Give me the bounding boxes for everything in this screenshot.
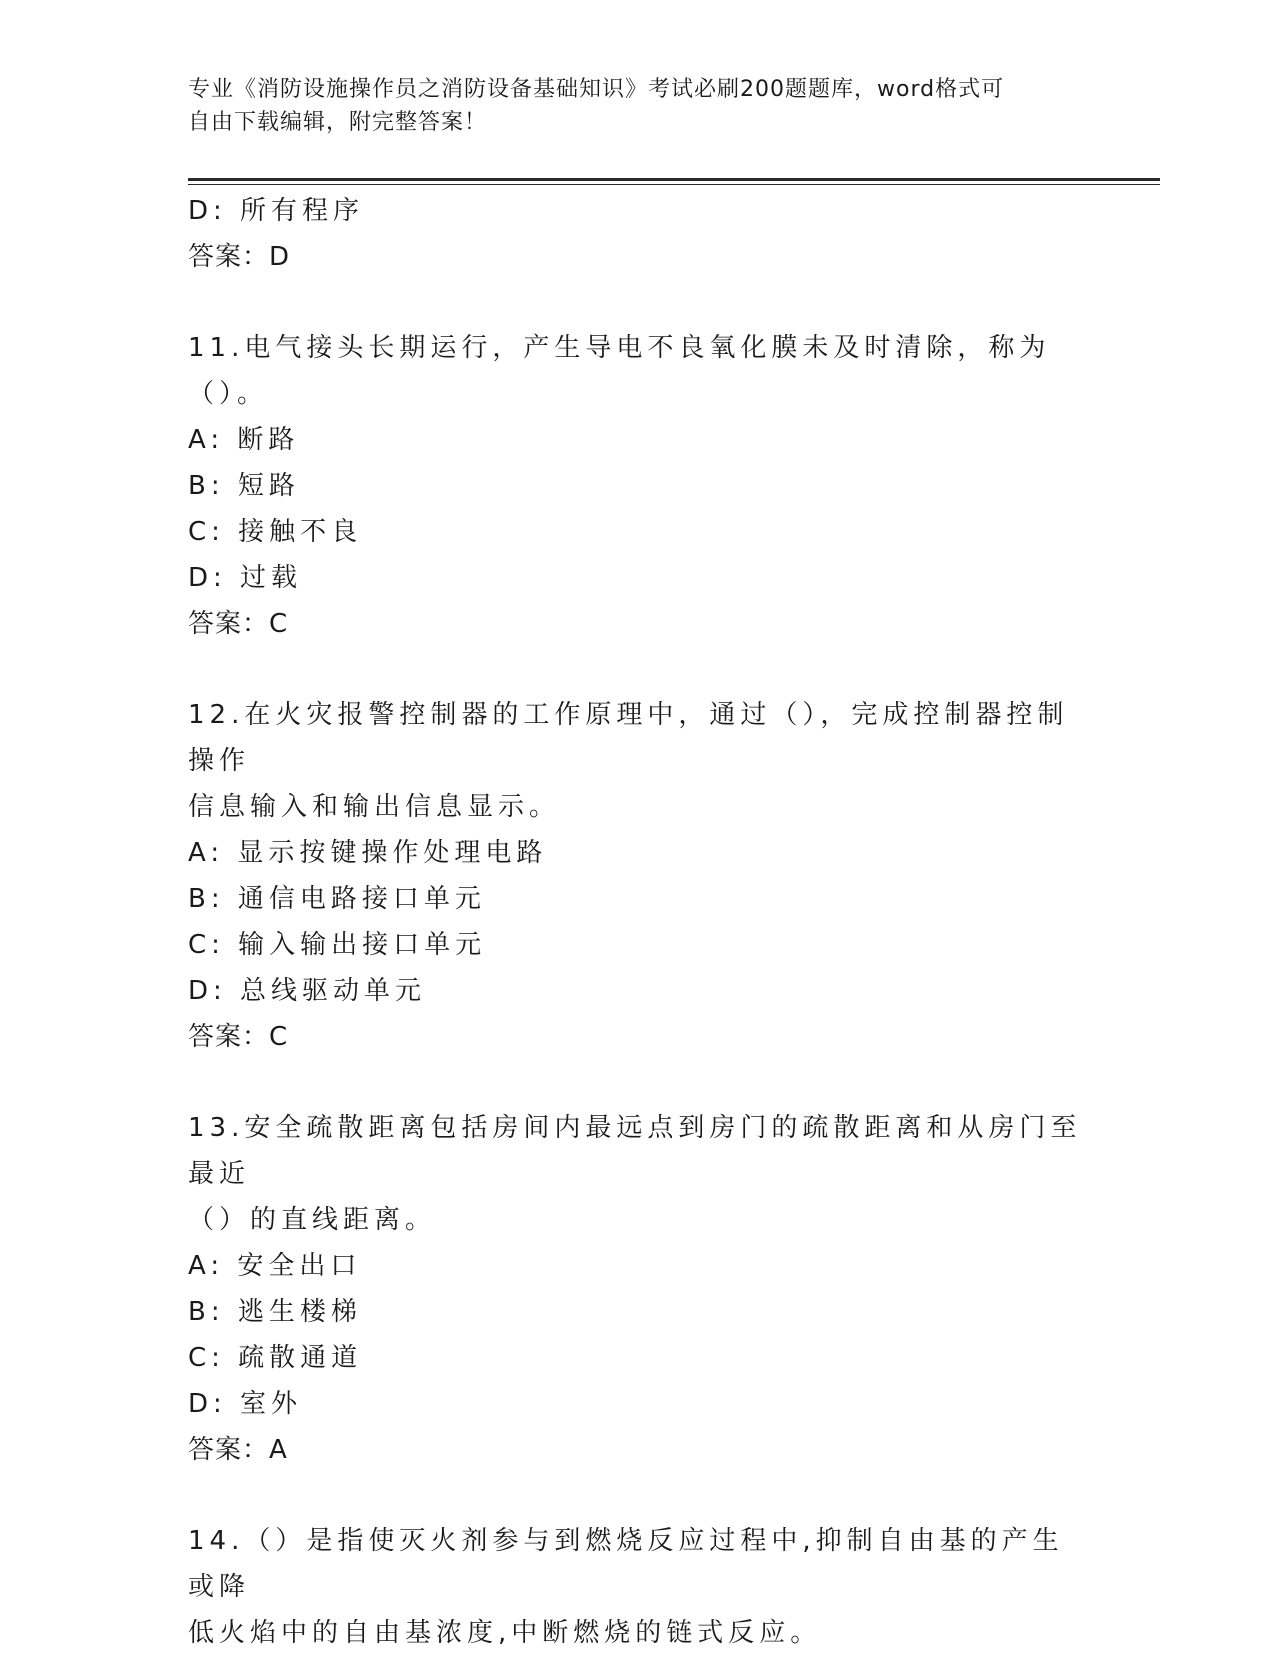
option-d: D: 总线驱动单元 [188,976,427,1006]
answer: 答案：A [188,1435,288,1465]
question-12 [188,692,1088,1060]
question-stem-line-2: （）的直线距离。 [188,1205,437,1235]
option-c: C: 疏散通道 [188,1343,363,1373]
option-d: D: 所有程序 [188,196,365,226]
question-stem: 11.电气接头长期运行，产生导电不良氧化膜未及时清除，称为（）。 [188,333,1051,409]
answer: 答案：C [188,609,289,639]
header-divider-thin [188,184,1160,185]
question-13 [188,1105,1088,1473]
option-b: B: 通信电路接口单元 [188,884,486,914]
question-11 [188,325,1088,647]
header-divider-thick [188,178,1160,181]
option-b: B: 短路 [188,471,300,501]
question-stem-line-1: 14.（）是指使灭火剂参与到燃烧反应过程中,抑制自由基的产生或降 [188,1526,1064,1602]
option-c: C: 输入输出接口单元 [188,930,487,960]
option-b: B: 逃生楼梯 [188,1297,362,1327]
option-a: A: 显示按键操作处理电路 [188,838,548,868]
header-line-1: 专业《消防设施操作员之消防设备基础知识》考试必刷200题题库，word格式可 [188,77,1005,102]
option-d: D: 过载 [188,563,303,593]
question-stem-line-1: 13.安全疏散距离包括房间内最远点到房门的疏散距离和从房门至最近 [188,1113,1082,1189]
option-a: A: 安全出口 [188,1251,362,1281]
option-c: C: 接触不良 [188,517,363,547]
option-a: A: 断路 [188,425,300,455]
question-14 [188,1518,1088,1656]
question-stem-line-1: 12.在火灾报警控制器的工作原理中，通过（），完成控制器控制操作 [188,700,1069,776]
answer: 答案：D [188,242,291,272]
header-line-2: 自由下载编辑，附完整答案！ [188,110,488,135]
question-list [188,188,1088,1656]
question-stem-line-2: 信息输入和输出信息显示。 [188,792,561,822]
option-d: D: 室外 [188,1389,303,1419]
answer: 答案：C [188,1022,289,1052]
question-stem-line-2: 低火焰中的自由基浓度,中断燃烧的链式反应。 [188,1618,822,1648]
question-10-tail [188,188,1088,280]
document-header [188,73,1088,139]
